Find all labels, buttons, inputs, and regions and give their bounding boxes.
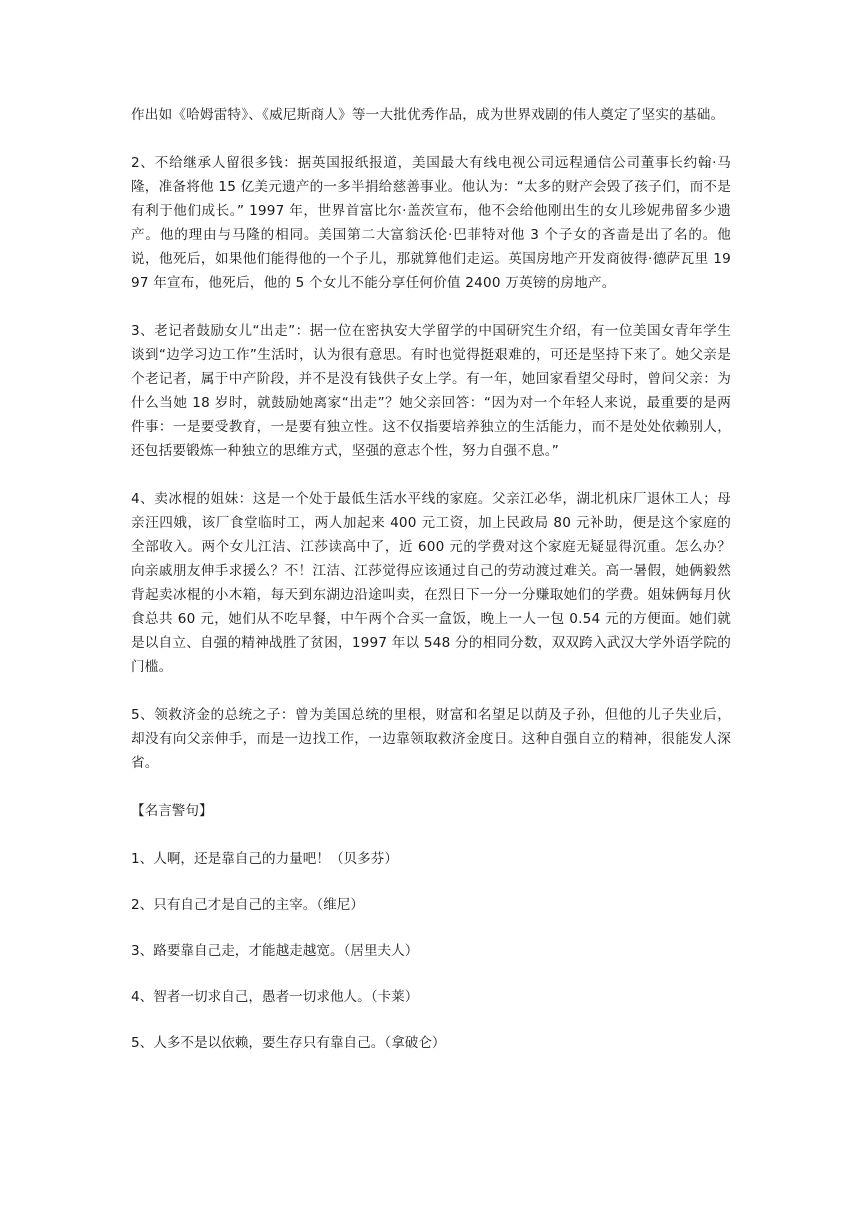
quote-item: 1、人啊，还是靠自己的力量吧！（贝多芬） bbox=[131, 851, 398, 867]
quote-item: 5、人多不是以依赖，要生存只有靠自己。（拿破仑） bbox=[131, 1035, 446, 1051]
quote-item: 3、路要靠自己走，才能越走越宽。（居里夫人） bbox=[131, 943, 419, 959]
quote-item: 4、智者一切求自己，愚者一切求他人。（卡莱） bbox=[131, 989, 419, 1005]
paragraph-intro-continuation: 作出如《哈姆雷特》、《威尼斯商人》等一大批优秀作品，成为世界戏剧的伟人奠定了坚实的基础。 bbox=[131, 107, 725, 123]
paragraph-story-4: 4、卖冰棍的姐妹：这是一个处于最低生活水平线的家庭。父亲江必华，湖北机床厂退休工人；母亲汪四娥，该厂食堂临时工，两人加起来 400 元工资，加上民政局 80 元补助，便是这个家庭的全部收入。两个女儿江洁、江莎读高中了，近 600 元的学费对这个家庭无疑显得沉重。怎么办？向亲戚朋友伸手求援么？不！江洁、江莎觉得应该通过自己的劳动渡过难关。高一暑假，她俩毅然背起卖冰棍的小木箱，每天到东湖边沿途叫卖，在烈日下一分一分赚取她们的学费。姐妹俩每月伙食总共 60 元，她们从不吃早餐，中午两个合买一盒饭，晚上一人一包 0.54 元的方便面。她们就是以自立、自强的精神战胜了贫困，1997 年以 548 分的相同分数，双双跨入武汉大学外语学院的门槛。 bbox=[131, 491, 731, 675]
quote-item: 2、只有自己才是自己的主宰。（维尼） bbox=[131, 897, 364, 913]
paragraph-story-3: 3、老记者鼓励女儿“出走”：据一位在密执安大学留学的中国研究生介绍，有一位美国女青年学生谈到“边学习边工作”生活时，认为很有意思。有时也觉得挺艰难的，可还是坚持下来了。她父亲是个老记者，属于中产阶段，并不是没有钱供子女上学。有一年，她回家看望父母时，曾问父亲：为什么当她 18 岁时，就鼓励她离家“出走”？她父亲回答：“因为对一个年轻人来说，最重要的是两件事：一是要受教育，一是要有独立性。这不仅指要培养独立的生活能力，而不是处处依赖别人，还包括要锻炼一种独立的思维方式，坚强的意志个性，努力自强不息。” bbox=[131, 323, 731, 459]
paragraph-story-5: 5、领救济金的总统之子：曾为美国总统的里根，财富和名望足以荫及子孙，但他的儿子失业后，却没有向父亲伸手，而是一边找工作，一边靠领取救济金度日。这种自强自立的精神，很能发人深省。 bbox=[131, 707, 731, 771]
document-page bbox=[131, 103, 731, 1077]
paragraph-story-2: 2、不给继承人留很多钱：据英国报纸报道，美国最大有线电视公司远程通信公司董事长约翰·马隆，准备将他 15 亿美元遗产的一多半捐给慈善事业。他认为：“太多的财产会毁了孩子们，而不是有利于他们成长。” 1997 年，世界首富比尔·盖茨宣布，他不会给他刚出生的女儿珍妮弗留多少遗产。他的理由与马隆的相同。美国第二大富翁沃伦·巴菲特对他 3 个子女的吝啬是出了名的。他说，他死后，如果他们能得他的一个子儿，那就算他们走运。英国房地产开发商彼得·德萨瓦里 1997 年宣布，他死后，他的 5 个女儿不能分享任何价值 2400 万英镑的房地产。 bbox=[131, 155, 731, 291]
quotes-heading: 【名言警句】 bbox=[131, 803, 213, 819]
